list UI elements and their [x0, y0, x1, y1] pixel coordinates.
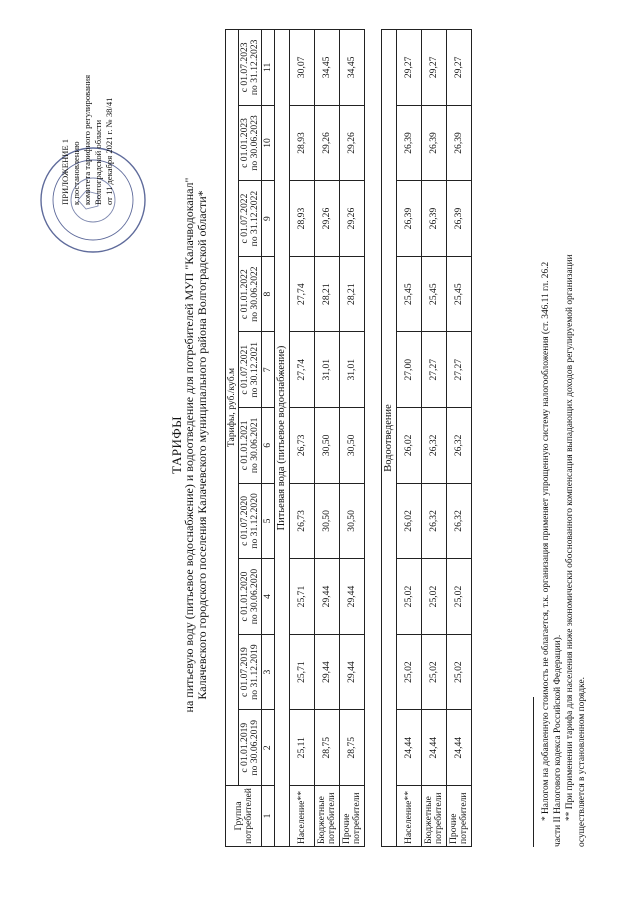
tariff-value-cell: 25,02 — [422, 559, 447, 635]
section-title: Питьевая вода (питьевое водоснабжение) — [275, 30, 290, 847]
tariff-value-cell: 26,39 — [422, 105, 447, 181]
column-number: 6 — [262, 408, 275, 484]
tariff-value-cell: 28,21 — [315, 256, 340, 332]
tariff-table — [225, 29, 472, 847]
tariff-value-cell: 34,45 — [340, 30, 365, 106]
period-to: по 30.06.2023 — [249, 115, 260, 171]
tariff-value-cell: 25,45 — [447, 256, 472, 332]
tariff-value-cell: 30,50 — [315, 483, 340, 559]
consumer-group-cell: Бюджетные потребители — [422, 786, 447, 847]
period-to: по 30.06.2019 — [249, 719, 260, 776]
period-to: по 31.12.2023 — [249, 39, 260, 96]
consumer-group-cell: Население** — [397, 786, 422, 847]
section-gap — [365, 30, 382, 847]
period-header — [239, 181, 262, 257]
tariff-value-cell: 26,73 — [290, 408, 315, 484]
tariff-value-cell: 28,75 — [340, 710, 365, 786]
footnote-divider — [533, 697, 534, 847]
document-title — [170, 105, 209, 785]
period-from: с 01.07.2023 — [239, 42, 250, 93]
period-header — [239, 408, 262, 484]
title-line-3: Калачевского городского поселения Калачевского муниципального района Волгоградской области* — [195, 190, 209, 700]
tariff-value-cell: 26,32 — [447, 483, 472, 559]
tariff-value-cell: 29,27 — [397, 30, 422, 106]
tariff-value-cell: 25,11 — [290, 710, 315, 786]
tariff-value-cell: 25,71 — [290, 634, 315, 710]
consumer-group-cell: Прочие потребители — [447, 786, 472, 847]
tariff-value-cell: 29,44 — [315, 559, 340, 635]
column-number: 7 — [262, 332, 275, 408]
period-from: с 01.01.2023 — [239, 118, 250, 168]
tariff-value-cell: 26,02 — [397, 483, 422, 559]
tariff-value-cell: 28,21 — [340, 256, 365, 332]
period-header — [239, 256, 262, 332]
appendix-header — [60, 15, 115, 205]
tariff-value-cell: 30,50 — [315, 408, 340, 484]
tariff-table-body — [275, 30, 472, 847]
footnote-2-line-2: осуществляется в установленном порядке. — [577, 677, 587, 847]
tariff-value-cell: 28,75 — [315, 710, 340, 786]
tariff-value-cell: 30,50 — [340, 408, 365, 484]
tariff-value-cell: 29,26 — [315, 105, 340, 181]
tariff-value-cell: 27,74 — [290, 332, 315, 408]
appendix-line-4: Волгоградской области — [93, 119, 103, 205]
tariff-value-cell: 26,32 — [447, 408, 472, 484]
tariff-value-cell: 25,45 — [422, 256, 447, 332]
tariff-value-cell: 25,71 — [290, 559, 315, 635]
column-number: 3 — [262, 634, 275, 710]
tariff-value-cell: 31,01 — [340, 332, 365, 408]
period-to: по 30.06.2021 — [249, 417, 260, 474]
period-from: с 01.07.2020 — [239, 496, 250, 546]
appendix-line-2: к постановлению — [71, 141, 81, 205]
consumer-group-cell: Прочие потребители — [340, 786, 365, 847]
table-row — [290, 30, 315, 847]
tariff-value-cell: 25,02 — [447, 634, 472, 710]
tariff-value-cell: 29,27 — [447, 30, 472, 106]
tariff-value-cell: 29,44 — [340, 559, 365, 635]
appendix-line-3: комитета тарифного регулирования — [82, 74, 92, 205]
period-from: с 01.07.2022 — [239, 193, 250, 244]
tariff-value-cell: 26,39 — [422, 181, 447, 257]
tariff-value-cell: 27,74 — [290, 256, 315, 332]
tariff-value-cell: 28,93 — [290, 105, 315, 181]
period-header — [239, 332, 262, 408]
tariff-value-cell: 29,26 — [315, 181, 340, 257]
section-header-row — [382, 30, 397, 847]
table-row — [447, 30, 472, 847]
tariff-value-cell: 25,02 — [422, 634, 447, 710]
footnotes — [533, 27, 588, 847]
tariff-value-cell: 25,02 — [397, 559, 422, 635]
tariff-value-cell: 26,39 — [397, 105, 422, 181]
tariff-value-cell: 26,39 — [447, 181, 472, 257]
consumer-group-cell: Бюджетные потребители — [315, 786, 340, 847]
tariff-value-cell: 27,00 — [397, 332, 422, 408]
tariff-value-cell: 26,32 — [422, 483, 447, 559]
tariff-value-cell: 25,45 — [397, 256, 422, 332]
tariff-value-cell: 26,39 — [447, 105, 472, 181]
tariff-value-cell: 30,07 — [290, 30, 315, 106]
tariff-value-cell: 31,01 — [315, 332, 340, 408]
period-to: по 30.12.2021 — [249, 341, 260, 398]
appendix-line-5: от 11 декабря 2021 г. № 38/41 — [104, 97, 114, 205]
table-row — [422, 30, 447, 847]
column-number: 2 — [262, 710, 275, 786]
column-number-row — [262, 30, 275, 847]
table-row — [340, 30, 365, 847]
column-number: 5 — [262, 483, 275, 559]
period-to: по 30.06.2022 — [249, 266, 260, 322]
period-from: с 01.01.2021 — [239, 420, 250, 471]
consumer-group-cell: Население** — [290, 786, 315, 847]
period-header — [239, 634, 262, 710]
column-number: 11 — [262, 30, 275, 106]
tariff-value-cell: 25,02 — [447, 559, 472, 635]
tariff-value-cell: 30,50 — [340, 483, 365, 559]
table-row — [315, 30, 340, 847]
tariff-value-cell: 29,27 — [422, 30, 447, 106]
title-line-2: на питьевую воду (питьевое водоснабжение) и водоотведение для потребителей МУП "Калачводоканал" — [182, 177, 196, 713]
section-title: Водоотведение — [382, 30, 397, 847]
tariff-value-cell: 29,26 — [340, 105, 365, 181]
period-to: по 31.12.2022 — [249, 190, 260, 247]
tariff-value-cell: 26,02 — [397, 408, 422, 484]
column-number: 4 — [262, 559, 275, 635]
period-to: по 30.06.2020 — [249, 568, 260, 625]
column-number: 8 — [262, 256, 275, 332]
appendix-line-1: ПРИЛОЖЕНИЕ 1 — [60, 138, 70, 205]
period-from: с 01.01.2020 — [239, 571, 250, 622]
tariff-value-cell: 29,44 — [340, 634, 365, 710]
tariff-value-cell: 26,73 — [290, 483, 315, 559]
period-from: с 01.07.2021 — [239, 344, 250, 395]
period-to: по 31.12.2020 — [249, 493, 260, 549]
group-header: Группа потребителей — [226, 786, 262, 847]
footnote-2-line-1: ** При применении тарифа для населения ниже экономически обоснованного компенсация выпадающих доходов регулируемой организации — [565, 254, 575, 821]
section-header-row — [275, 30, 290, 847]
period-header — [239, 105, 262, 181]
period-header — [239, 483, 262, 559]
column-number: 1 — [262, 786, 275, 847]
tariff-value-cell: 29,26 — [340, 181, 365, 257]
column-number: 10 — [262, 105, 275, 181]
tariff-value-cell: 28,93 — [290, 181, 315, 257]
period-from: с 01.01.2019 — [239, 722, 250, 773]
tariff-value-cell: 25,02 — [397, 634, 422, 710]
tariff-value-cell: 24,44 — [397, 710, 422, 786]
tariff-value-cell: 26,32 — [422, 408, 447, 484]
tariff-value-cell: 24,44 — [422, 710, 447, 786]
tariff-header: Тарифы, руб./куб.м — [226, 30, 239, 786]
tariff-value-cell: 34,45 — [315, 30, 340, 106]
footnote-1-line-1: * Налогом на добавленную стоимость не облагается, т.к. организация применяет упрощенную систему налогообложения (ст. 346.11 гл. 26.2 — [541, 261, 551, 821]
tariff-value-cell: 24,44 — [447, 710, 472, 786]
period-header — [239, 30, 262, 106]
tariff-value-cell: 27,27 — [422, 332, 447, 408]
period-to: по 31.12.2019 — [249, 644, 260, 700]
tariff-value-cell: 26,39 — [397, 181, 422, 257]
table-row — [397, 30, 422, 847]
tariff-value-cell: 29,44 — [315, 634, 340, 710]
period-header — [239, 710, 262, 786]
title-main: ТАРИФЫ — [169, 416, 184, 474]
period-header — [239, 559, 262, 635]
footnote-1-line-2: части II Налогового кодекса Российской Федерации). — [553, 634, 563, 847]
period-from: с 01.07.2019 — [239, 647, 250, 698]
period-from: с 01.01.2022 — [239, 269, 250, 320]
tariff-value-cell: 27,27 — [447, 332, 472, 408]
column-number: 9 — [262, 181, 275, 257]
period-header-row — [239, 30, 262, 847]
